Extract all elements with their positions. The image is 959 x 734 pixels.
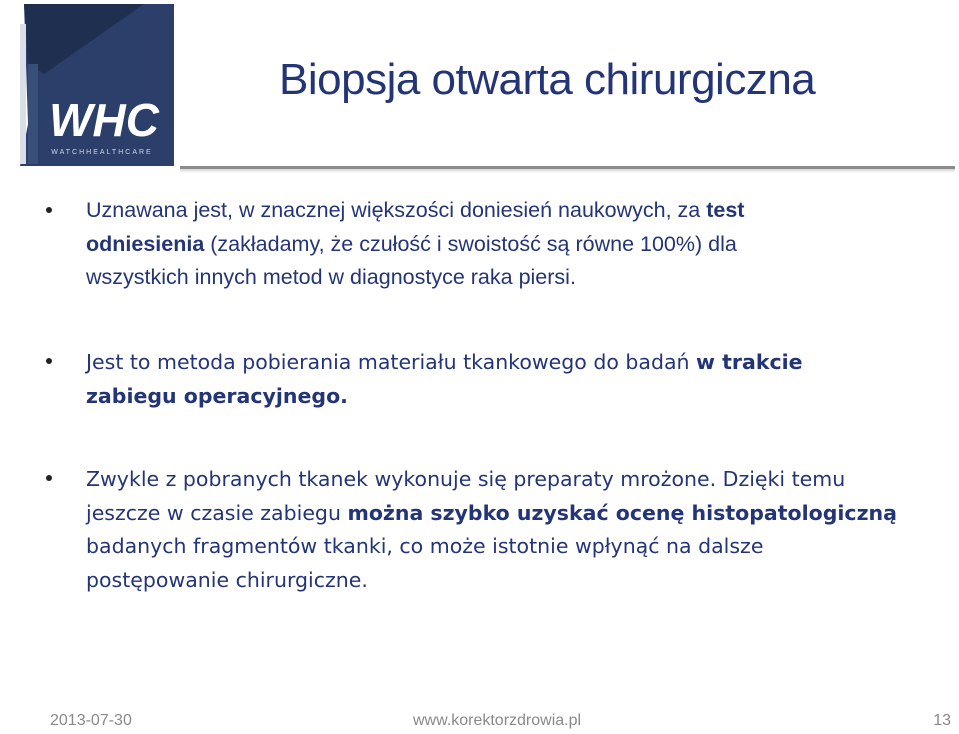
bullet-emphasis: test	[706, 198, 745, 222]
footer-date: 2013-07-30	[50, 712, 132, 729]
bullet-text	[86, 346, 941, 413]
bullet-line: Jest to metoda pobierania materiału tkankowego do badań	[86, 350, 697, 374]
bullet-dot	[46, 358, 52, 364]
bullet-dot	[46, 475, 52, 481]
bullet-line: badanych fragmentów tkanki, co może istotnie wpłynąć na dalsze	[86, 534, 764, 558]
slide-footer	[0, 712, 959, 734]
bullet-line: wszystkich innych metod w diagnostyce raka piersi.	[86, 265, 576, 289]
bullet-line: jeszcze w czasie zabiegu	[86, 500, 348, 525]
bullet-line: Zwykle z pobranych tkanek wykonuje się preparaty mrożone. Dzięki temu	[86, 467, 846, 491]
bullet-text	[86, 194, 941, 295]
bullet-emphasis: w trakcie	[696, 350, 803, 374]
bullet-text	[86, 463, 941, 597]
bullet-line: (zakładamy, że czułość i swoistość są równe 100%) dla	[204, 231, 737, 256]
bullet-line: postępowanie chirurgiczne.	[86, 567, 368, 592]
logo-tagline: WATCHHEALTHCARE	[51, 149, 153, 156]
watchhealthcare-logo	[14, 4, 174, 166]
bullet-line: Uznawana jest, w znacznej większości doniesień naukowych, za	[86, 198, 707, 222]
bullet-emphasis: zabiegu operacyjnego.	[86, 383, 348, 408]
logo-wordmark: WHC	[49, 94, 159, 146]
bullet-dot	[46, 207, 52, 213]
title-divider	[180, 166, 955, 176]
page-title: Biopsja otwarta chirurgiczna	[279, 55, 816, 104]
footer-url[interactable]: www.korektorzdrowia.pl	[413, 712, 582, 729]
bullet-emphasis: można szybko uzyskać ocenę histopatologiczną	[347, 500, 897, 525]
bullet-emphasis: odniesienia	[86, 231, 205, 256]
slide-number: 13	[933, 712, 951, 729]
